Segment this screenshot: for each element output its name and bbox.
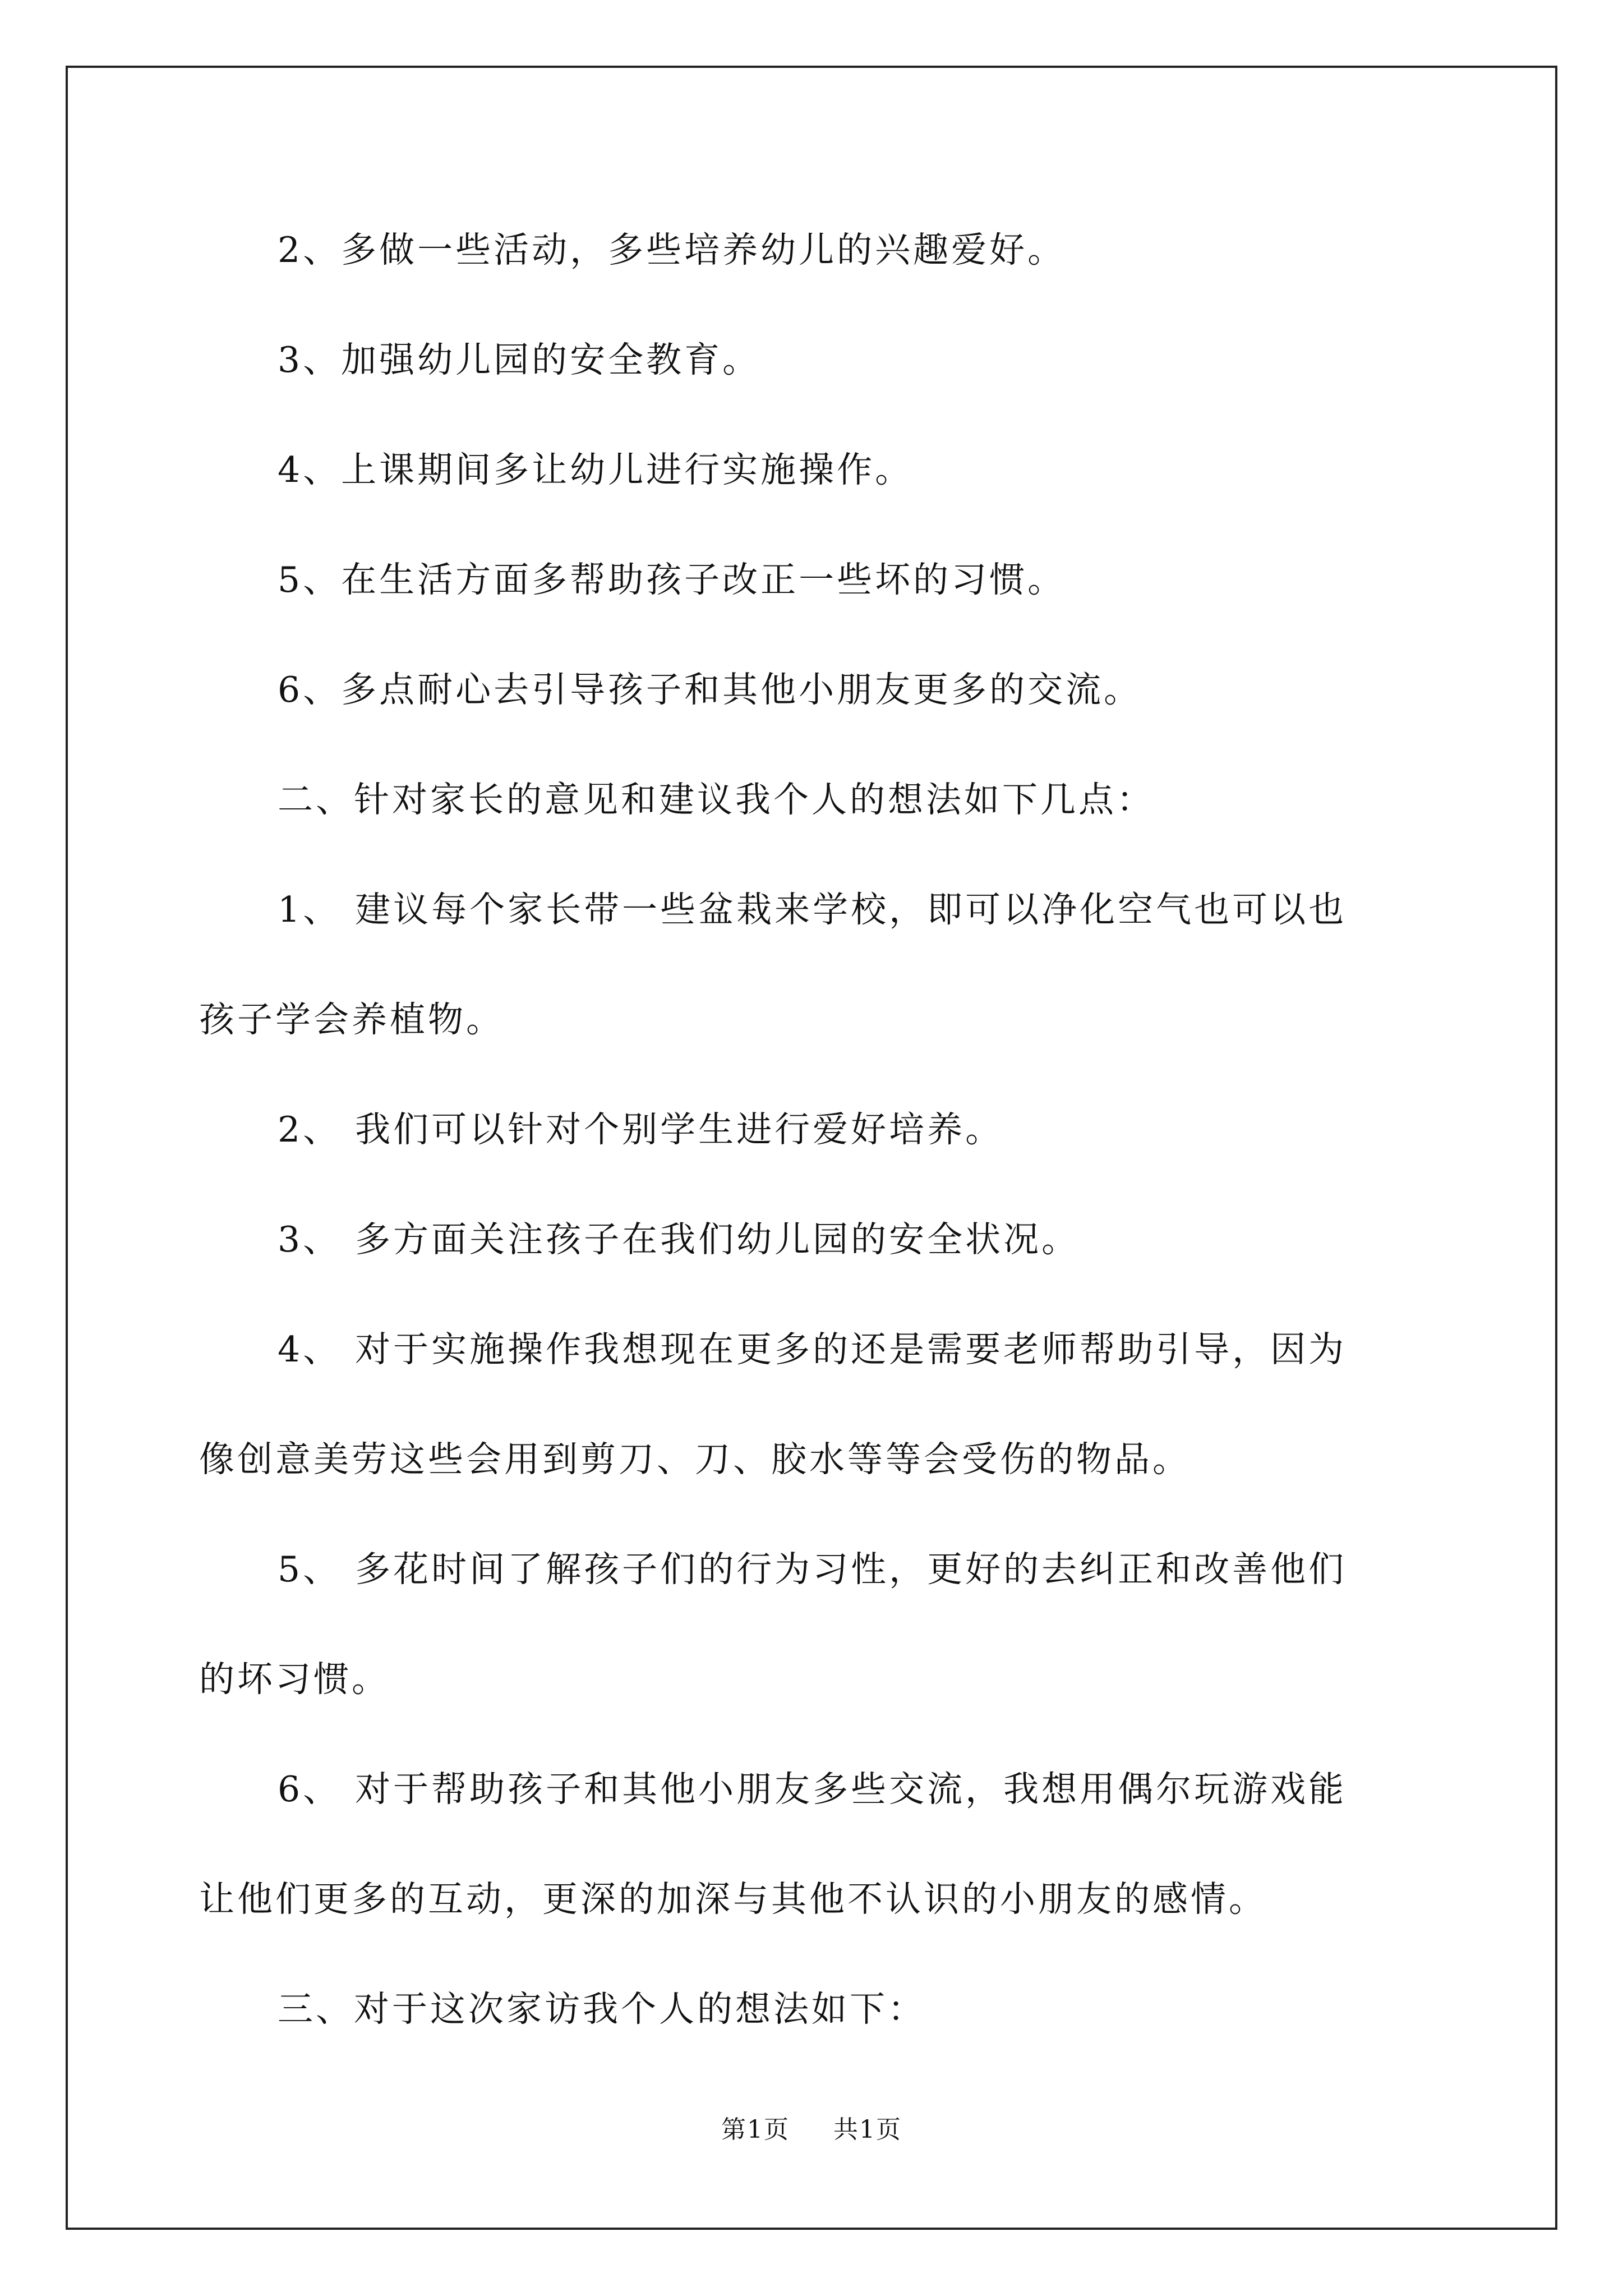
paragraph-line: 5、 多花时间了解孩子们的行为习性，更好的去纠正和改善他们	[278, 1549, 1347, 1590]
paragraph: 2、多做一些活动，多些培养幼儿的兴趣爱好。	[278, 229, 1066, 270]
paragraph: 3、加强幼儿园的安全教育。	[278, 339, 761, 380]
paragraph-line: 让他们更多的互动，更深的加深与其他不认识的小朋友的感情。	[199, 1879, 1267, 1920]
section-heading: 三、对于这次家访我个人的想法如下：	[278, 1989, 926, 2030]
paragraph: 6、多点耐心去引导孩子和其他小朋友更多的交流。	[278, 669, 1142, 710]
paragraph-line: 的坏习惯。	[199, 1659, 390, 1700]
paragraph: 3、 多方面关注孩子在我们幼儿园的安全状况。	[278, 1219, 1080, 1260]
paragraph: 2、 我们可以针对个别学生进行爱好培养。	[278, 1109, 1004, 1150]
paragraph-line: 孩子学会养植物。	[199, 999, 504, 1040]
page-footer	[0, 2109, 1623, 2145]
paragraph: 4、上课期间多让幼儿进行实施操作。	[278, 449, 914, 490]
paragraph: 5、在生活方面多帮助孩子改正一些坏的习惯。	[278, 559, 1066, 600]
paragraph-line: 4、 对于实施操作我想现在更多的还是需要老师帮助引导，因为	[278, 1329, 1347, 1370]
section-heading: 二、针对家长的意见和建议我个人的想法如下几点：	[278, 779, 1155, 820]
paragraph-line: 1、 建议每个家长带一些盆栽来学校，即可以净化空气也可以也	[278, 889, 1347, 930]
page-number: 第1页	[721, 2115, 790, 2144]
paragraph-line: 6、 对于帮助孩子和其他小朋友多些交流，我想用偶尔玩游戏能	[278, 1769, 1347, 1810]
total-pages: 共1页	[833, 2115, 902, 2144]
paragraph-line: 像创意美劳这些会用到剪刀、刀、胶水等等会受伤的物品。	[199, 1439, 1191, 1480]
